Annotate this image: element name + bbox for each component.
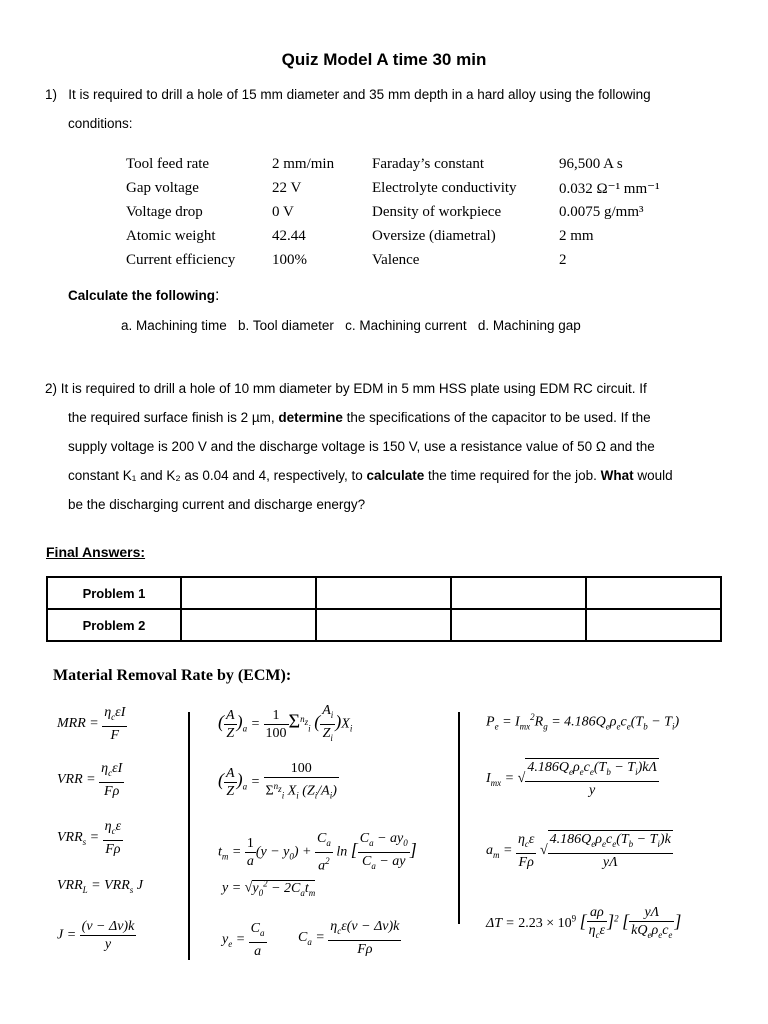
- answer-cell[interactable]: [586, 609, 721, 641]
- column-divider: [188, 712, 190, 960]
- condition-value: 100%: [272, 251, 307, 268]
- condition-value: 2 mm/min: [272, 155, 335, 172]
- condition-label: Oversize (diametral): [372, 227, 496, 244]
- condition-label: Density of workpiece: [372, 203, 502, 220]
- problem-2-number: 2): [45, 381, 58, 396]
- formula-vrr-l: $VRR_L = VRR_s$ J: [57, 878, 144, 895]
- answer-cell[interactable]: [586, 577, 721, 609]
- condition-label: Tool feed rate: [126, 155, 210, 172]
- problem-1-number: 1): [45, 87, 58, 102]
- condition-label: Electrolyte conductivity: [372, 179, 517, 196]
- table-row: [126, 248, 669, 272]
- formula-mrr: MRR = $\frac{\eta_c\varepsilon I}{F}$: [57, 705, 126, 743]
- answer-cell[interactable]: [181, 609, 316, 641]
- condition-label: Gap voltage: [126, 179, 199, 196]
- final-answers-heading: Final Answers:: [46, 544, 146, 560]
- answer-cell[interactable]: [181, 577, 316, 609]
- formula-delta-t: $\Delta T = 2.23 \times 10^9$ [ $\frac{a\rho}{\eta_c\varepsilon}$ ]$^2$ [ $\frac{y\Lambda}{kQ_e\rho_ec_e}$ ]: [486, 905, 682, 940]
- formula-vrr: VRR = $\frac{\eta_c\varepsilon I}{F\rho}$: [57, 761, 123, 799]
- condition-label: Valence: [372, 251, 420, 268]
- formula-imx: $I_{mx}$ = √ $\frac{4.186Q_e\rho_ec_e(T_b - T_i)k\Lambda}{y}$: [486, 760, 657, 798]
- table-row: [126, 224, 669, 248]
- condition-label: Current efficiency: [126, 251, 236, 268]
- condition-label: Faraday’s constant: [372, 155, 485, 172]
- condition-value: 0 V: [272, 203, 294, 220]
- formula-j: J = $\frac{(v - \Delta v)k}{y}$: [57, 919, 135, 952]
- answer-cell[interactable]: [316, 609, 451, 641]
- formula-a-z-sum: ( $\frac{A}{Z}$ )$_a$ = $\frac{1}{100}$ $\Sigma^{n_z}_i$ ( $\frac{A_i}{Z_i}$ )$X_i$: [218, 703, 353, 743]
- condition-label: Atomic weight: [126, 227, 216, 244]
- condition-value: 2: [559, 251, 567, 268]
- formula-a-z-inverse: ( $\frac{A}{Z}$ )$_a$ = $\frac{100}{\Sigma^{n_z}_i X_i (Z_i/A_i)}$: [218, 761, 337, 801]
- problem-1-line: It is required to drill a hole of 15 mm diameter and 35 mm depth in a hard alloy using the following: [68, 87, 651, 102]
- table-row: [47, 609, 721, 641]
- answer-cell[interactable]: [316, 577, 451, 609]
- condition-value: 22 V: [272, 179, 302, 196]
- answer-cell[interactable]: [451, 577, 586, 609]
- condition-value: 0.0075 g/mm³: [559, 203, 644, 220]
- problem-1-text: [45, 80, 735, 138]
- formula-ca: $C_a$ = $\frac{\eta_c\varepsilon(v - \Delta v)k}{F\rho}$: [298, 919, 400, 957]
- formula-tm: $t_m$ = $\frac{1}{a}$ $(y - y_0)$ + $\frac{C_a}{a^2}$ ln [ $\frac{C_a - ay_0}{C_a - ay}$ ]: [218, 831, 417, 874]
- answers-table: [46, 576, 722, 642]
- table-row: [126, 200, 669, 224]
- condition-value: 96,500 A s: [559, 155, 623, 172]
- formula-heading: Material Removal Rate by (ECM):: [53, 667, 292, 684]
- problem-2-text: 2) It is required to drill a hole of 10 mm diameter by EDM in 5 mm HSS plate using EDM RC circuit. If the required surface finish is 2 µm, determine the specifications of the capacitor to be used. If the supply voltage is 200 V and the discharge voltage is 150 V, use a resistance value of 50 Ω and the constant K₁ and K₂ as 0.04 and 4, respectively, to calculate the time required for the job. What would be the discharging current and discharge energy?: [45, 381, 673, 512]
- formula-ye: $y_e$ = $\frac{C_a}{a}$: [222, 921, 265, 959]
- conditions-table: [126, 152, 669, 272]
- condition-label: Voltage drop: [126, 203, 203, 220]
- row-label: Problem 2: [47, 609, 181, 641]
- table-row: [47, 577, 721, 609]
- row-label: Problem 1: [47, 577, 181, 609]
- column-divider: [458, 712, 460, 924]
- condition-value: 42.44: [272, 227, 306, 244]
- page-title: Quiz Model A time 30 min: [281, 50, 487, 69]
- condition-value: 2 mm: [559, 227, 594, 244]
- formula-y: $y = √y_0^2 - 2C_at_m$: [222, 878, 316, 898]
- answer-cell[interactable]: [451, 609, 586, 641]
- formula-am: $a_m$ = $\frac{\eta_c\varepsilon}{F\rho}$ √ $\frac{4.186Q_e\rho_ec_e(T_b - T_i)k}{y\Lambda}$: [486, 832, 671, 870]
- table-row: [126, 152, 669, 176]
- condition-value: 0.032 Ω⁻¹ mm⁻¹: [559, 180, 660, 197]
- calc-heading: Calculate the following:: [68, 287, 220, 304]
- calc-items: a. Machining time b. Tool diameter c. Machining current d. Machining gap: [121, 318, 581, 333]
- table-row: [126, 176, 669, 200]
- formula-pe: $P_e = I_{mx}^2R_g = 4.186Q_e\rho_ec_e(T_b - T_i)$: [486, 712, 680, 732]
- formula-vrr-s: $VRR_s$ = $\frac{\eta_c\varepsilon}{F\rho}$: [57, 819, 122, 857]
- problem-1-line: conditions:: [68, 116, 133, 131]
